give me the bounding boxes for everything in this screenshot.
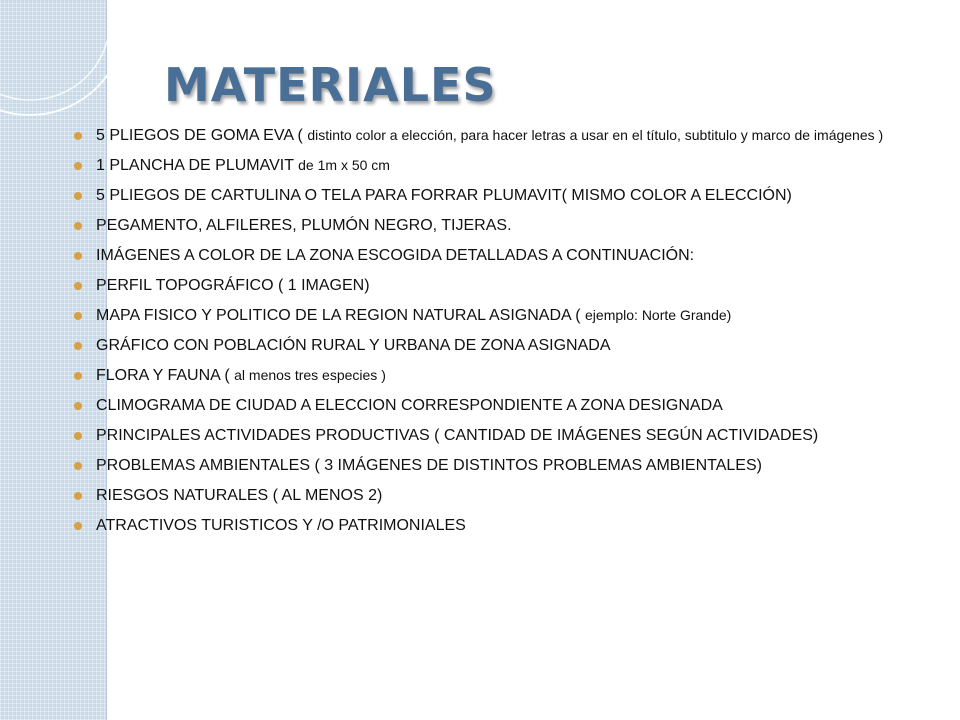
bullet-icon [74, 252, 82, 260]
list-item: 5 PLIEGOS DE GOMA EVA ( distinto color a elección, para hacer letras a usar en el título, subtitulo y marco de imágenes ) [74, 126, 904, 145]
bullet-icon [74, 432, 82, 440]
list-item: 5 PLIEGOS DE CARTULINA O TELA PARA FORRAR PLUMAVIT( MISMO COLOR A ELECCIÓN) [74, 186, 904, 205]
list-item: GRÁFICO CON POBLACIÓN RURAL Y URBANA DE ZONA ASIGNADA [74, 336, 904, 355]
bullet-icon [74, 522, 82, 530]
list-item: CLIMOGRAMA DE CIUDAD A ELECCION CORRESPONDIENTE A ZONA DESIGNADA [74, 396, 904, 415]
list-item: PROBLEMAS AMBIENTALES ( 3 IMÁGENES DE DISTINTOS PROBLEMAS AMBIENTALES) [74, 456, 904, 475]
list-item: ATRACTIVOS TURISTICOS Y /O PATRIMONIALES [74, 516, 904, 535]
list-item: PERFIL TOPOGRÁFICO ( 1 IMAGEN) [74, 276, 904, 295]
list-item: PEGAMENTO, ALFILERES, PLUMÓN NEGRO, TIJERAS. [74, 216, 904, 235]
bullet-icon [74, 342, 82, 350]
bullet-icon [74, 282, 82, 290]
list-item: MAPA FISICO Y POLITICO DE LA REGION NATURAL ASIGNADA ( ejemplo: Norte Grande) [74, 306, 904, 325]
list-item: RIESGOS NATURALES ( AL MENOS 2) [74, 486, 904, 505]
bullet-icon [74, 492, 82, 500]
bullet-icon [74, 132, 82, 140]
bullet-icon [74, 192, 82, 200]
bullet-icon [74, 222, 82, 230]
materials-list [74, 126, 904, 546]
bullet-icon [74, 372, 82, 380]
list-item: IMÁGENES A COLOR DE LA ZONA ESCOGIDA DETALLADAS A CONTINUACIÓN: [74, 246, 904, 265]
bullet-icon [74, 312, 82, 320]
list-item: 1 PLANCHA DE PLUMAVIT de 1m x 50 cm [74, 156, 904, 175]
bullet-icon [74, 462, 82, 470]
list-item: FLORA Y FAUNA ( al menos tres especies ) [74, 366, 904, 385]
slide-title: MATERIALES [164, 58, 497, 112]
bullet-icon [74, 402, 82, 410]
list-item: PRINCIPALES ACTIVIDADES PRODUCTIVAS ( CANTIDAD DE IMÁGENES SEGÚN ACTIVIDADES) [74, 426, 904, 445]
bullet-icon [74, 162, 82, 170]
